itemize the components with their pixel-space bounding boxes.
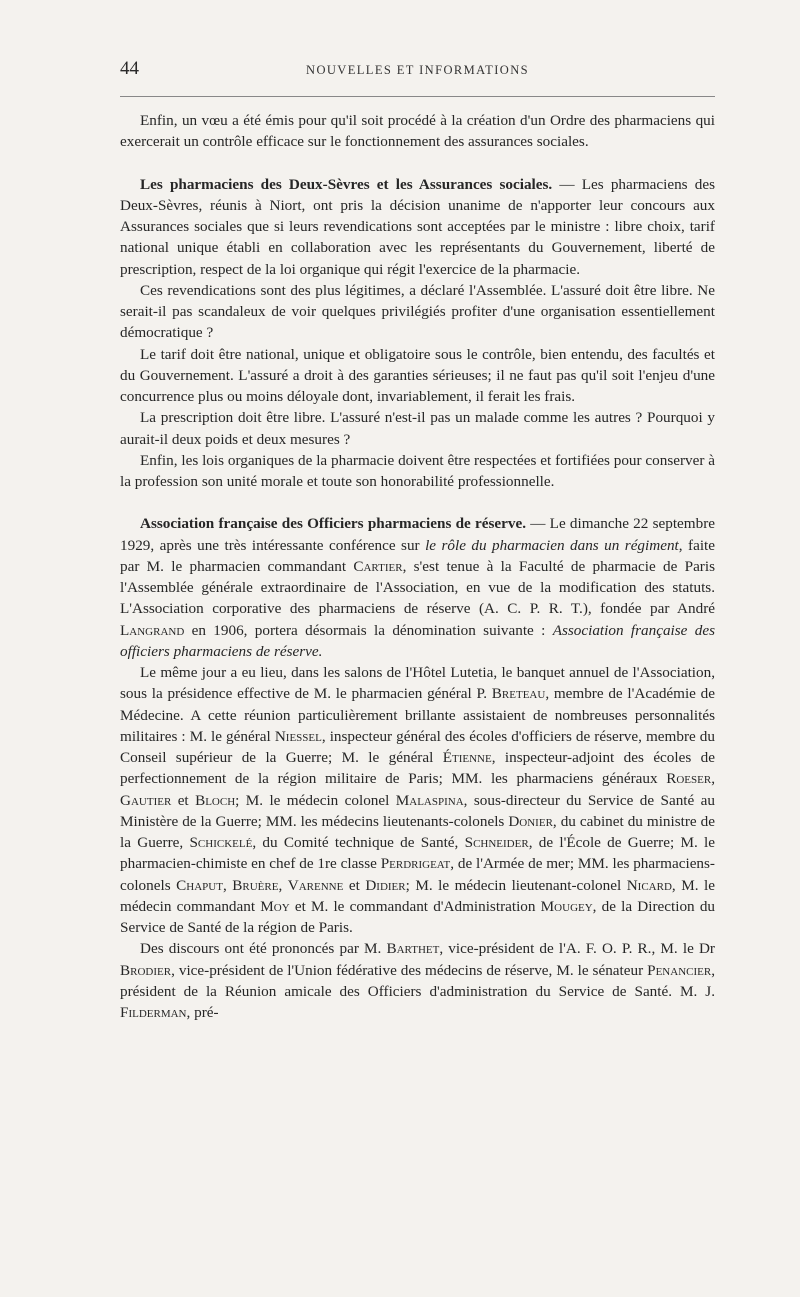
paragraph-discours: Des discours ont été prononcés par M. Barthet, vice-président de l'A. F. O. P. R., M. le Dr Brodier, vice-président de l'Union fédérative des médecins de réserve, M. le sénateur Penancier, président de la Réunion amicale des Officiers d'administration du Service de Santé. M. J. Filderman, pré- (120, 940, 715, 1021)
article-body (120, 110, 715, 1023)
paragraph-ordre-pharmaciens: Enfin, un vœu a été émis pour qu'il soit procédé à la création d'un Ordre des pharmaciens qui exercerait un contrôle efficace sur le fonctionnement des assurances sociales. (120, 112, 715, 151)
section-heading-deux-sevres: Les pharmaciens des Deux-Sèvres et les Assurances sociales. (140, 175, 553, 193)
header-divider (120, 96, 715, 97)
page-header (120, 58, 715, 84)
paragraph-banquet: Le même jour a eu lieu, dans les salons de l'Hôtel Lutetia, le banquet annuel de l'Association, sous la présidence effective de M. le pharmacien général P. Breteau, membre de l'Académie de Médecine. A cette réunion particulièrement brillante assistaient de nombreuses personnalités militaires : M. le général Niessel, inspecteur général des écoles d'officiers de réserve, membre du Conseil supérieur de la Guerre; M. le général Étienne, inspecteur-adjoint des écoles de perfectionnement de la région militaire de Paris; MM. les pharmaciens généraux Roeser, Gautier et Bloch; M. le médecin colonel Malaspina, sous-directeur du Service de Santé au Ministère de la Guerre; MM. les médecins lieutenants-colonels Donier, du cabinet du ministre de la Guerre, Schickelé, du Comité technique de Santé, Schneider, de l'École de Guerre; M. le pharmacien-chimiste en chef de 1re classe Perdrigeat, de l'Armée de mer; MM. les pharmaciens-colonels Chaput, Bruère, Varenne et Didier; M. le médecin lieutenant-colonel Nicard, M. le médecin commandant Moy et M. le commandant d'Administration Mougey, de la Direction du Service de Santé de la région de Paris. (120, 664, 716, 936)
paragraph-deux-sevres: Les pharmaciens des Deux-Sèvres et les Assurances sociales. — Les pharmaciens des Deux-Sèvres, réunis à Niort, ont pris la décision unanime de n'apporter leur concours aux Assurances sociales que si leurs revendications sont acceptées par le ministre : libre choix, tarif national unique établi en collaboration avec les représentants du Gouvernement, liberté de prescription, respect de la loi organique qui régit l'exercice de la pharmacie. (120, 175, 715, 278)
paragraph-lois-organiques: Enfin, les lois organiques de la pharmacie doivent être respectées et fortifiées pour conserver à la profession son unité morale et toute son honorabilité professionnelle. (120, 451, 715, 490)
running-title: NOUVELLES ET INFORMATIONS (306, 63, 529, 77)
paragraph-tarif: Le tarif doit être national, unique et obligatoire sous le contrôle, bien entendu, des facultés et du Gouvernement. L'assuré a droit à des garanties sérieuses; il ne faut pas qu'il soit l'enjeu d'une concurrence plus ou moins déloyale dont, invariablement, il ferait les frais. (120, 345, 715, 405)
section-heading-association: Association française des Officiers pharmaciens de réserve. (140, 515, 527, 533)
page-number: 44 (120, 58, 139, 79)
paragraph-prescription: La prescription doit être libre. L'assuré n'est-il pas un malade comme les autres ? Pourquoi y aurait-il deux poids et deux mesures ? (120, 409, 715, 448)
paragraph-revendications: Ces revendications sont des plus légitimes, a déclaré l'Assemblée. L'assuré doit être libre. Ne serait-il pas scandaleux de voir quelques privilégiés profiter d'une organisation essentiellement démocratique ? (120, 281, 715, 342)
paragraph-association-officiers: Association française des Officiers pharmaciens de réserve. — Le dimanche 22 septembre 1929, après une très intéressante conférence sur le rôle du pharmacien dans un régiment, faite par M. le pharmacien commandant Cartier, s'est tenue à la Faculté de pharmacie de Paris l'Assemblée générale extraordinaire de l'Association, en vue de la modification des statuts. L'Association corporative des pharmaciens de réserve (A. C. P. R. T.), fondée par André Langrand en 1906, portera désormais la dénomination suivante : Association française des officiers pharmaciens de réserve. (120, 515, 716, 660)
